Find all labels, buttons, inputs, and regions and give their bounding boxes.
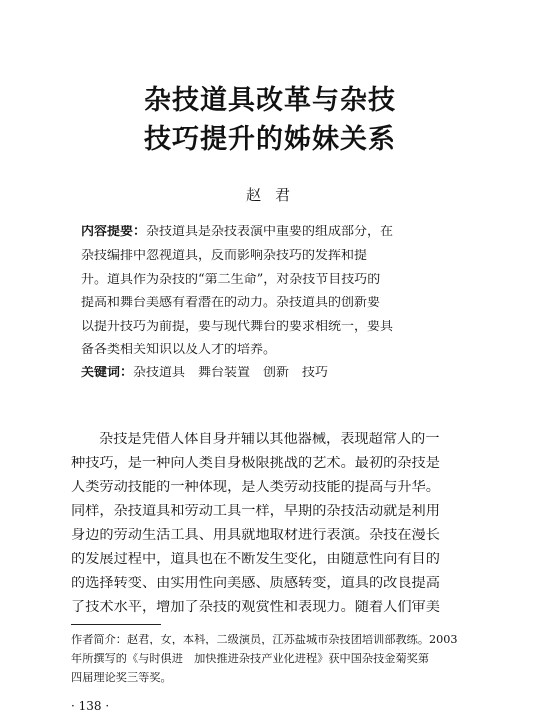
abstract-line: 杂技编排中忽视道具，反而影响杂技巧的发挥和提 xyxy=(81,249,368,262)
abstract-text: 杂技道具是杂技表演中重要的组成部分，在 xyxy=(146,225,394,238)
footnote-separator xyxy=(71,624,161,625)
abstract-line: 备各类相关知识以及人才的培养。 xyxy=(81,343,277,356)
body-line: 的选择转变、由实用性向美感、质感转变，道具的改良提高 xyxy=(71,576,440,591)
author-name: 赵君 xyxy=(245,186,304,204)
article-title-line-1: 杂技道具改革与杂技 xyxy=(144,85,396,116)
footnote-line: 作者简介：赵君，女，本科，二级演员，江苏盐城市杂技团培训部教练。2003 xyxy=(71,634,458,646)
body-line: 杂技是凭借人体自身并辅以其他器械，表现超常人的一 xyxy=(99,432,440,447)
abstract-line: 以提升技巧为前提，要与现代舞台的要求相统一，要具 xyxy=(81,320,394,333)
page-number: · 138 · xyxy=(71,699,110,713)
footnote-line: 四届理论奖三等奖。 xyxy=(71,672,172,684)
keywords-line xyxy=(81,366,466,379)
body-line: 人类劳动技能的一种体现，是人类劳动技能的提高与升华。 xyxy=(71,480,440,495)
abstract-line: 升。道具作为杂技的“第二生命”，对杂技节目技巧的 xyxy=(81,273,381,286)
body-line: 种技巧，是一种向人类自身极限挑战的艺术。最初的杂技是 xyxy=(71,456,440,471)
abstract-label: 内容提要： xyxy=(81,225,147,238)
footnote-line: 年所撰写的《与时俱进 加快推进杂技产业化进程》获中国杂技金菊奖第 xyxy=(71,653,430,665)
article-title-line-2: 技巧提升的姊妹关系 xyxy=(144,124,396,155)
body-line: 的发展过程中，道具也在不断发生变化，由随意性向有目的 xyxy=(71,552,440,567)
body-line: 同样，杂技道具和劳动工具一样，早期的杂技活动就是利用 xyxy=(71,504,440,519)
body-line: 身边的劳动生活工具、用具就地取材进行表演。杂技在漫长 xyxy=(71,528,440,543)
abstract-line: 提高和舞台美感有着潜在的动力。杂技道具的创新要 xyxy=(81,296,381,309)
abstract-line xyxy=(81,225,466,238)
keywords-label: 关键词： xyxy=(81,366,134,379)
body-line: 了技术水平，增加了杂技的观赏性和表现力。随着人们审美 xyxy=(71,600,440,615)
keywords-text: 杂技道具 舞台装置 创新 技巧 xyxy=(133,366,329,379)
